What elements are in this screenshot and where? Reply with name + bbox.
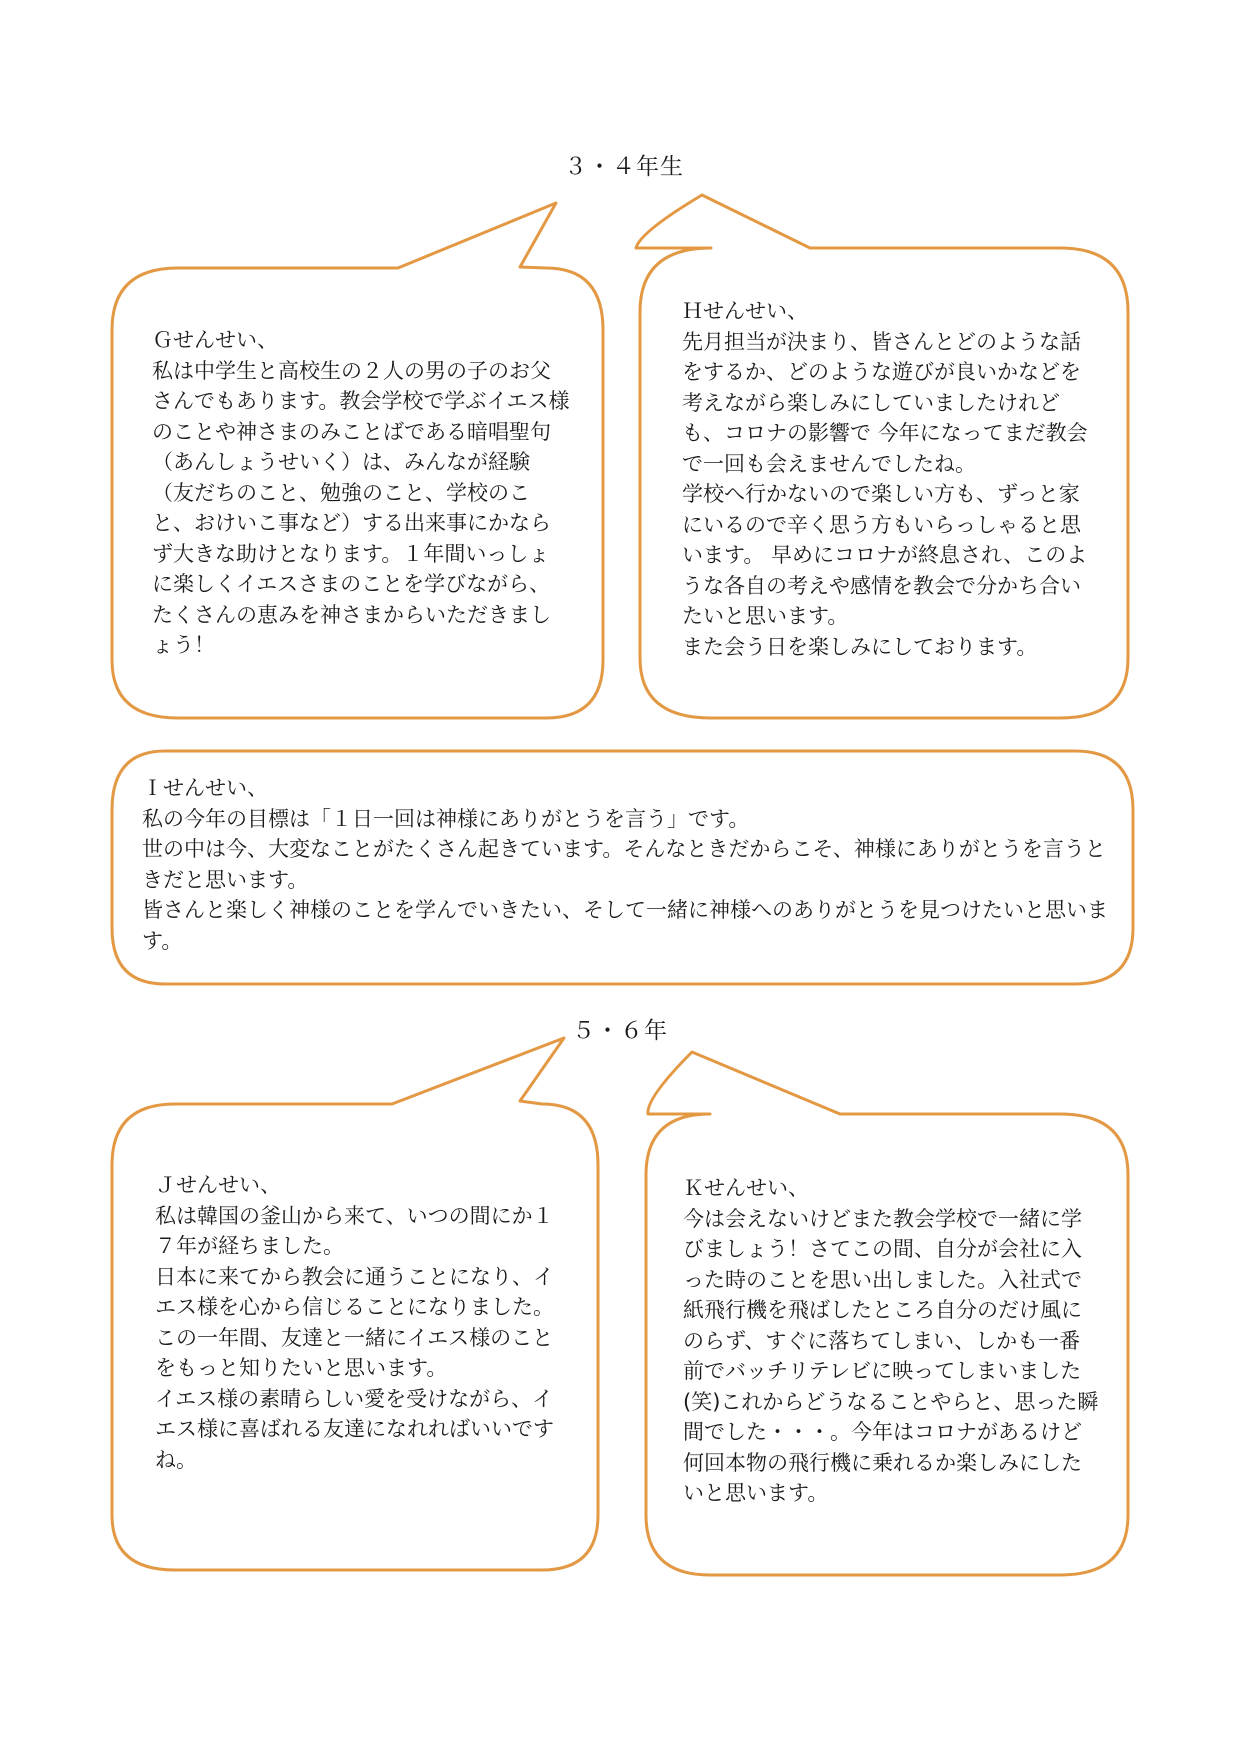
teacher-greeting: Ｊせんせい、 [155,1173,281,1197]
bubble-h [682,296,1100,662]
bubble-i [142,773,1108,956]
teacher-greeting: Ｈせんせい、 [682,299,808,323]
message-paragraph: 世の中は今、大変なことがたくさん起きています。そんなときだからこそ、神様にありがとうを言うときだと思います。 [142,837,1106,892]
message-paragraph: 皆さんと楽しく神様のことを学んでいきたい、そして一緒に神様へのありがとうを見つけたいと思います。 [142,898,1108,953]
message-paragraph: 私の今年の目標は「１日一回は神様にありがとうを言う」です。 [142,806,750,831]
grade-3-4-heading: ３・４年生 [564,154,684,180]
grade-5-6-heading: ５・６年 [572,1018,668,1044]
bubble-j [155,1170,567,1475]
message-paragraph: また会う日を楽しみにしております。 [682,634,1038,659]
bubble-k [683,1173,1101,1509]
message-paragraph: 先月担当が決まり、皆さんとどのような話をするか、どのような遊びが良いかなどを考えながら楽しみにしていましたけれども、コロナの影響で 今年になってまだ教会で一回も会えませんでしたね。 [682,329,1088,476]
bubble-g [152,325,570,661]
message-paragraph: 私は韓国の釜山から来て、いつの間にか１７年が経ちました。 [155,1203,554,1258]
message-paragraph: 今は会えないけどまた教会学校で一緒に学びましょう！さてこの間、自分が会社に入った時のことを思い出しました。入社式で紙飛行機を飛ばしたところ自分のだけ風にのらず、すぐに落ちてしまい、しかも一番前でバッチリテレビに映ってしまいました(笑)これからどうなることやらと、思った瞬間でした・・・。今年はコロナがあるけど何回本物の飛行機に乗れるか楽しみにしたいと思います。 [683,1206,1099,1505]
message-paragraph: 学校へ行かないので楽しい方も、ずっと家にいるので辛く思う方もいらっしゃると思います。 早めにコロナが終息され、このような各自の考えや感情を教会で分かち合いたいと思います。 [682,482,1088,628]
teacher-greeting: Ｇせんせい、 [152,328,278,352]
teacher-greeting: Ｉせんせい、 [142,776,268,800]
message-paragraph: イエス様の素晴らしい愛を受けながら、イエス様に喜ばれる友達になれればいいですね。 [155,1386,554,1472]
message-paragraph: この一年間、友達と一緒にイエス様のことをもっと知りたいと思います。 [155,1325,554,1380]
message-paragraph: 日本に来てから教会に通うことになり、イエス様を心から信じることになりました。 [155,1264,554,1319]
message-paragraph: 私は中学生と高校生の２人の男の子のお父さんでもあります。教会学校で学ぶイエス様のことや神さまのみことばである暗唱聖句（あんしょうせいく）は、みんなが経験（友だちのこと、勉強のこと、学校のこと、おけいこ事など）する出来事にかならず大きな助けとなります。１年間いっしょに楽しくイエスさまのことを学びながら、たくさんの恵みを神さまからいただきましょう！ [152,358,570,657]
teacher-greeting: Ｋせんせい、 [683,1176,809,1200]
